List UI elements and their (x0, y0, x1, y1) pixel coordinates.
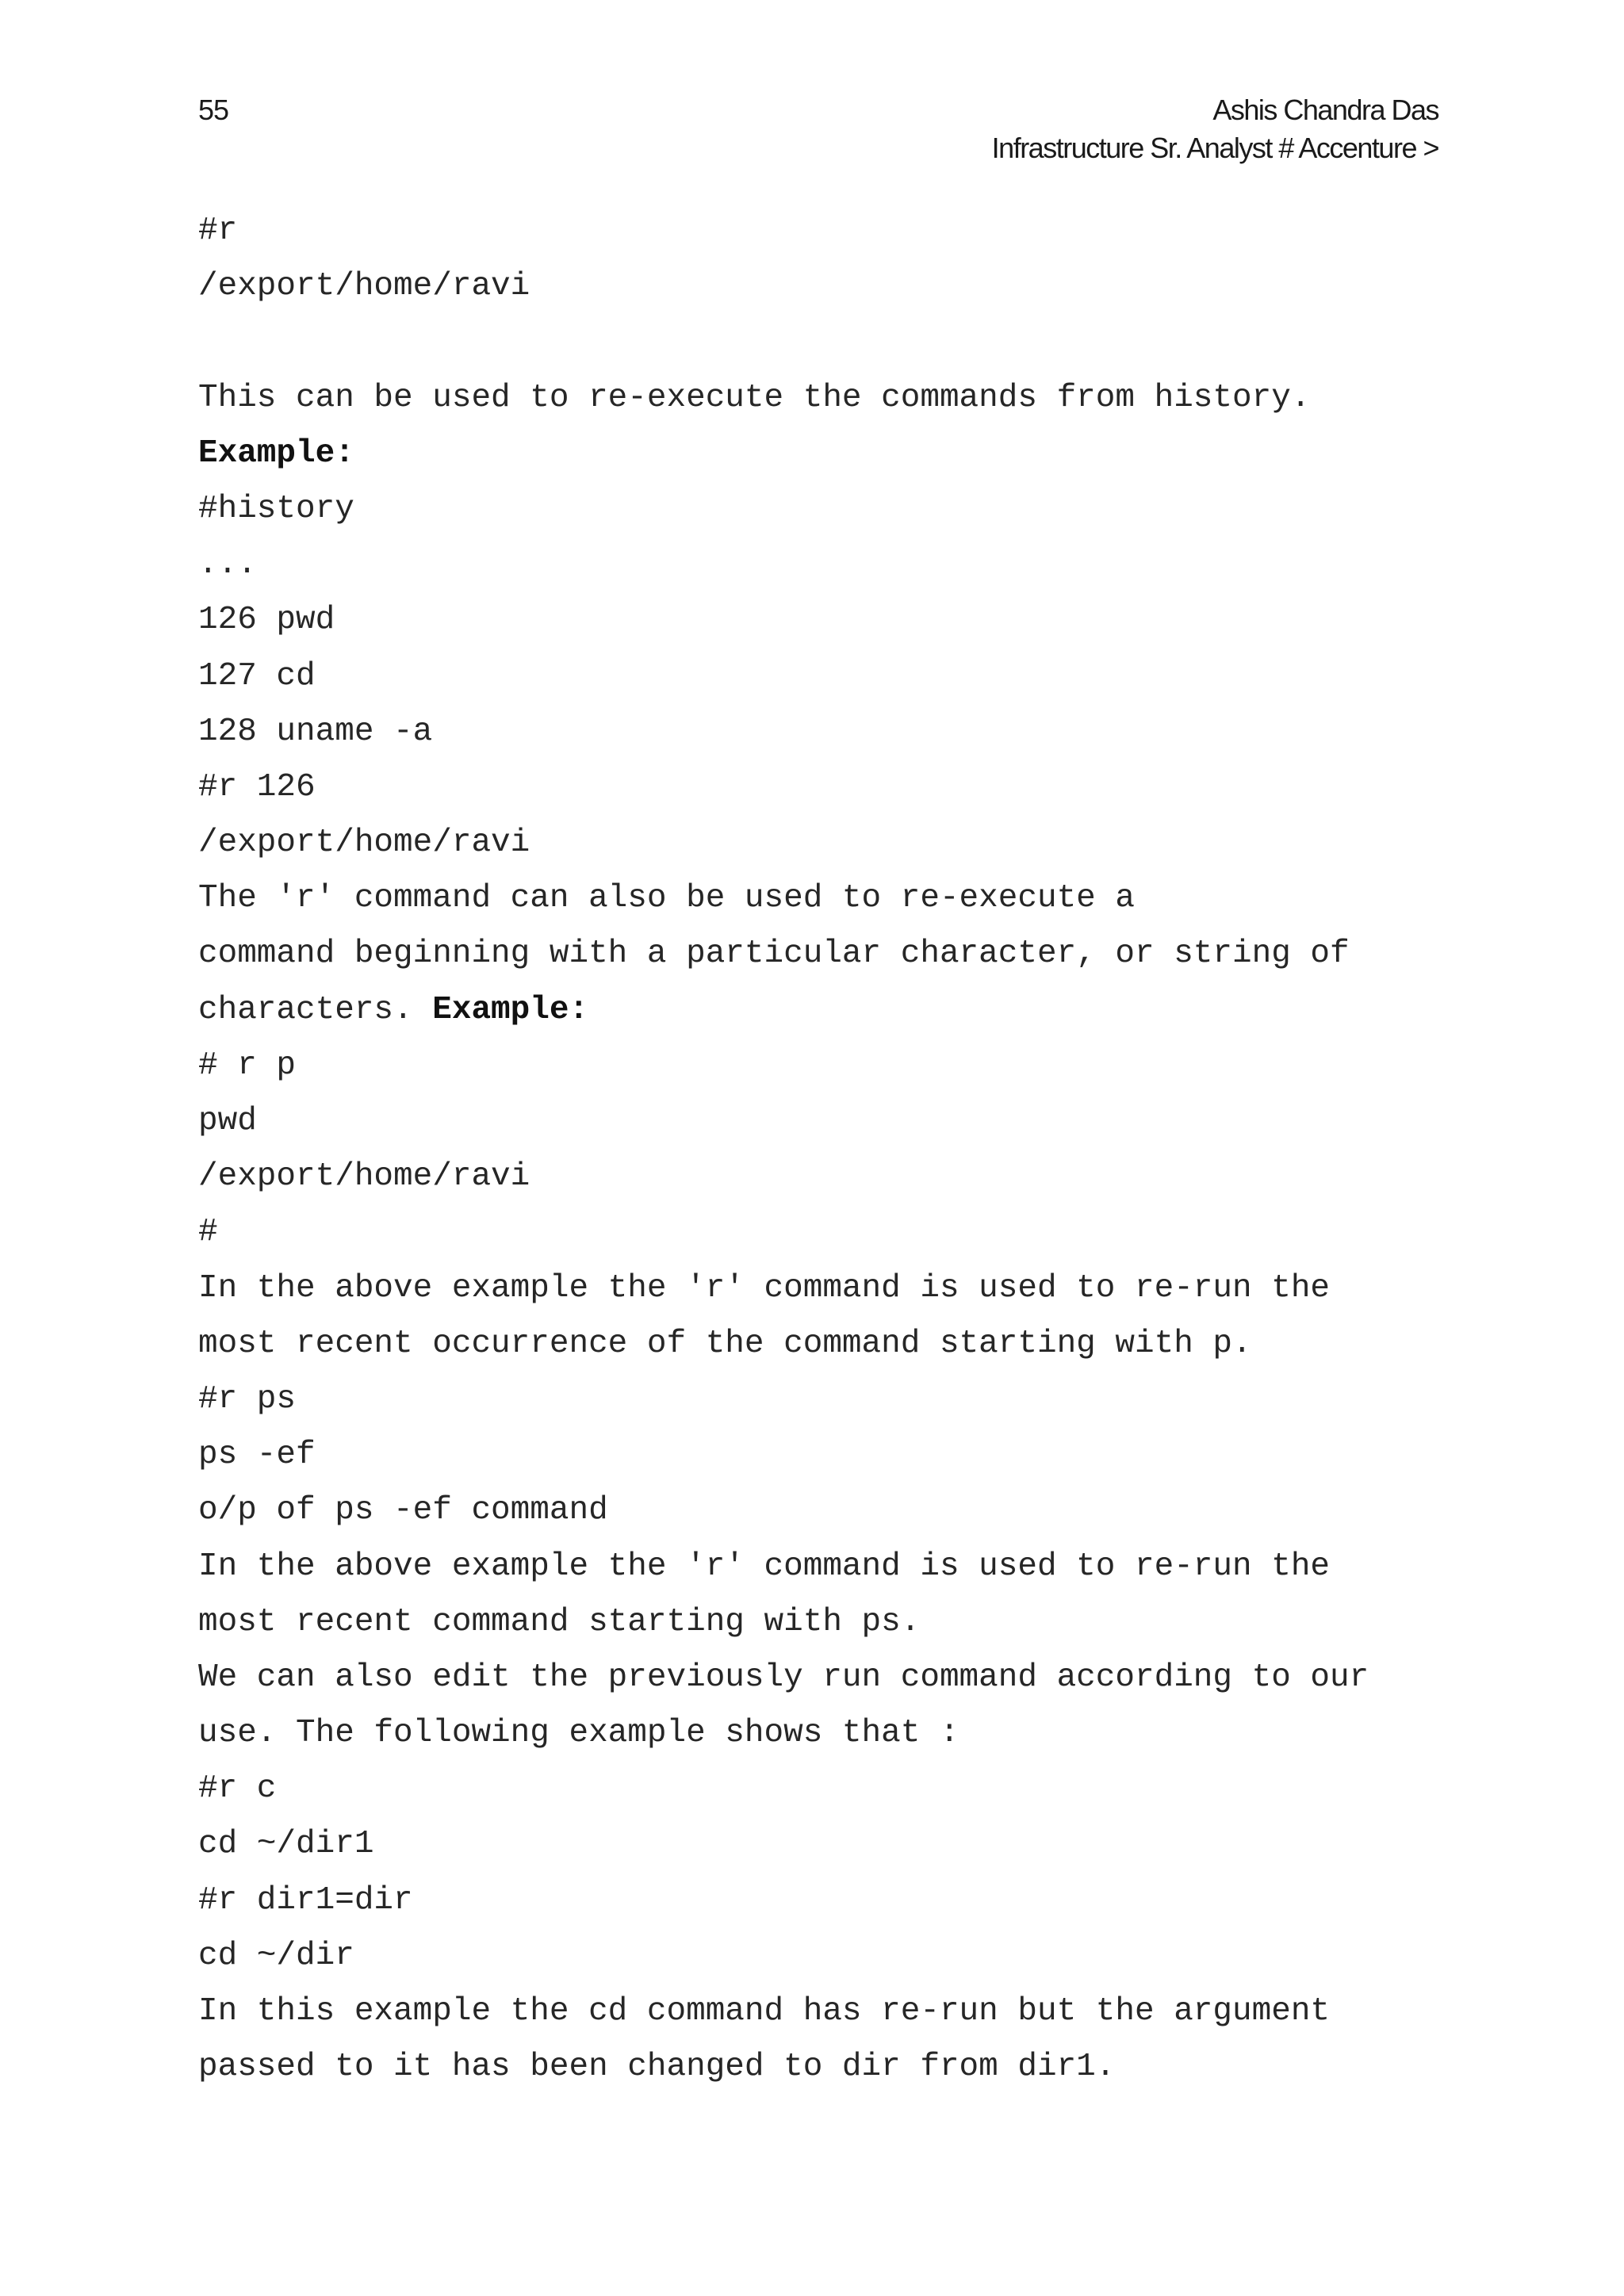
code-line: pwd (198, 1103, 257, 1139)
text-line: This can be used to re-execute the commands from history. (198, 379, 1311, 416)
code-line: /export/home/ravi (198, 825, 530, 862)
code-line: /export/home/ravi (198, 268, 530, 305)
code-line: # r p (198, 1047, 297, 1084)
page-header (0, 0, 1624, 190)
text-fragment: characters. (198, 991, 433, 1028)
author-name: Ashis Chandra Das (1212, 94, 1438, 126)
text-line: most recent command starting with ps. (198, 1603, 921, 1640)
text-line: passed to it has been changed to dir from dir1. (198, 2049, 1116, 2086)
code-line: o/p of ps -ef command (198, 1492, 608, 1529)
code-line: # (198, 1214, 218, 1251)
code-line: 128 uname -a (198, 713, 433, 750)
code-line: cd ~/dir1 (198, 1826, 374, 1863)
page-body (198, 203, 1435, 2095)
text-line: The 'r' command can also be used to re-execute a (198, 880, 1135, 917)
example-heading (198, 426, 1435, 481)
page-number: 55 (198, 94, 229, 126)
code-line: ps -ef (198, 1437, 316, 1474)
code-line: #r ps (198, 1380, 297, 1418)
author-role: Infrastructure Sr. Analyst # Accenture > (991, 132, 1438, 164)
code-line: #r dir1=dir (198, 1881, 413, 1919)
text-line: use. The following example shows that : (198, 1715, 959, 1752)
code-line: #r (198, 212, 238, 249)
text-line: In the above example the 'r' command is used to re-run the (198, 1548, 1331, 1585)
code-line: 127 cd (198, 657, 316, 695)
example-colon: : (335, 434, 354, 472)
example-colon: : (569, 991, 589, 1028)
code-line: ... (198, 546, 257, 584)
code-line: cd ~/dir (198, 1937, 354, 1974)
text-line: command beginning with a particular character, or string of (198, 936, 1350, 973)
text-line: We can also edit the previously run command according to our (198, 1659, 1369, 1696)
code-line: 126 pwd (198, 602, 335, 639)
example-label: Example (432, 991, 569, 1028)
blank-line (198, 314, 1435, 369)
text-line: In this example the cd command has re-run but the argument (198, 1993, 1331, 2030)
text-line: most recent occurrence of the command starting with p. (198, 1325, 1252, 1362)
code-line: /export/home/ravi (198, 1158, 530, 1196)
example-label: Example (198, 434, 335, 472)
code-line: #r 126 (198, 768, 316, 806)
code-line: #history (198, 490, 354, 527)
text-line: In the above example the 'r' command is used to re-run the (198, 1269, 1331, 1307)
text-line (198, 982, 1435, 1038)
code-line: #r c (198, 1770, 277, 1808)
